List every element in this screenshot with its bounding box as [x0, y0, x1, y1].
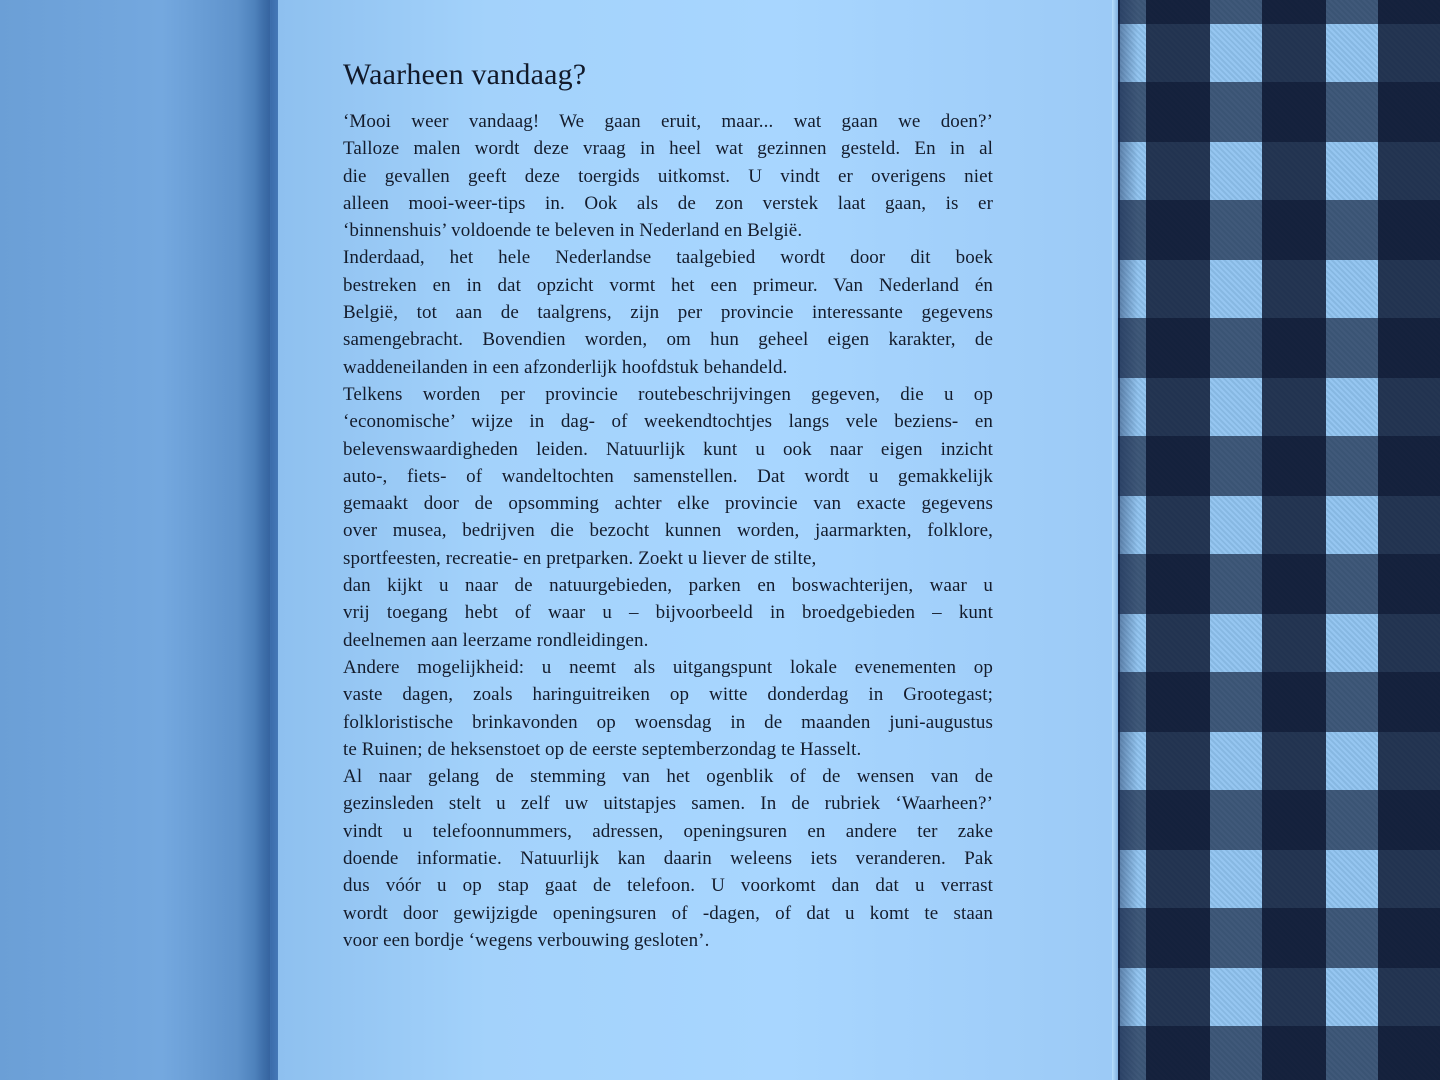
text-line: te Ruinen; de heksenstoet op de eerste septemberzondag te Hasselt.	[343, 738, 862, 760]
text-line: Al naar gelang de stemming van het ogenblik of de wensen van de	[343, 766, 993, 788]
text-line: ‘binnenshuis’ voldoende te beleven in Nederland en België.	[343, 220, 803, 242]
text-line: dus vóór u op stap gaat de telefoon. U voorkomt dan dat u verrast	[343, 875, 993, 897]
text-line: vaste dagen, zoals haringuitreiken op witte donderdag in Grootegast;	[343, 684, 993, 706]
text-line: belevenswaardigheden leiden. Natuurlijk kunt u ook naar eigen inzicht	[343, 438, 993, 460]
text-line: over musea, bedrijven die bezocht kunnen worden, jaarmarkten, folklore,	[343, 520, 993, 542]
text-line: Andere mogelijkheid: u neemt als uitgangspunt lokale evenementen op	[343, 656, 993, 678]
text-line: Telkens worden per provincie routebeschrijvingen gegeven, die u op	[343, 383, 993, 405]
text-line: doende informatie. Natuurlijk kan daarin weleens iets veranderen. Pak	[343, 848, 993, 870]
body-text	[343, 108, 993, 954]
text-line: sportfeesten, recreatie- en pretparken. Zoekt u liever de stilte,	[343, 547, 817, 569]
text-line: ‘Mooi weer vandaag! We gaan eruit, maar... wat gaan we doen?’	[343, 111, 993, 132]
text-line: folkloristische brinkavonden op woensdag in de maanden juni-augustus	[343, 711, 993, 733]
text-line: die gevallen geeft deze toergids uitkomst. U vindt er overigens niet	[343, 165, 993, 187]
cloth-shadow	[1118, 0, 1138, 1080]
text-line: België, tot aan de taalgrens, zijn per provincie interessante gegevens	[343, 302, 993, 324]
page-title: Waarheen vandaag?	[343, 58, 587, 91]
text-line: vindt u telefoonnummers, adressen, openingsuren en andere ter zake	[343, 820, 993, 842]
text-line: vrij toegang hebt of waar u – bijvoorbeeld in broedgebieden – kunt	[343, 602, 993, 624]
text-line: ‘economische’ wijze in dag- of weekendtochtjes langs vele beziens- en	[343, 411, 993, 433]
text-line: waddeneilanden in een afzonderlijk hoofdstuk behandeld.	[343, 356, 788, 378]
text-line: Talloze malen wordt deze vraag in heel wat gezinnen gesteld. En in al	[343, 138, 993, 160]
text-line: voor een bordje ‘wegens verbouwing gesloten’.	[343, 929, 710, 951]
page-text-block	[343, 56, 993, 954]
text-line: alleen mooi-weer-tips in. Ook als de zon verstek laat gaan, is er	[343, 192, 993, 214]
text-line: auto-, fiets- of wandeltochten samenstellen. Dat wordt u gemakkelijk	[343, 465, 993, 487]
checkered-cloth	[1118, 0, 1440, 1080]
text-line: Inderdaad, het hele Nederlandse taalgebied wordt door dit boek	[343, 247, 993, 269]
text-line: gemaakt door de opsomming achter elke provincie van exacte gegevens	[343, 493, 993, 515]
text-line: bestreken en in dat opzicht vormt het een primeur. Van Nederland én	[343, 274, 993, 296]
text-line: samengebracht. Bovendien worden, om hun geheel eigen karakter, de	[343, 329, 993, 351]
text-line: dan kijkt u naar de natuurgebieden, parken en boswachterijen, waar u	[343, 575, 993, 597]
left-page	[0, 0, 270, 1080]
text-line: deelnemen aan leerzame rondleidingen.	[343, 629, 649, 651]
text-line: wordt door gewijzigde openingsuren of -dagen, of dat u komt te staan	[343, 902, 993, 924]
text-line: gezinsleden stelt u zelf uw uitstapjes samen. In de rubriek ‘Waarheen?’	[343, 793, 993, 815]
